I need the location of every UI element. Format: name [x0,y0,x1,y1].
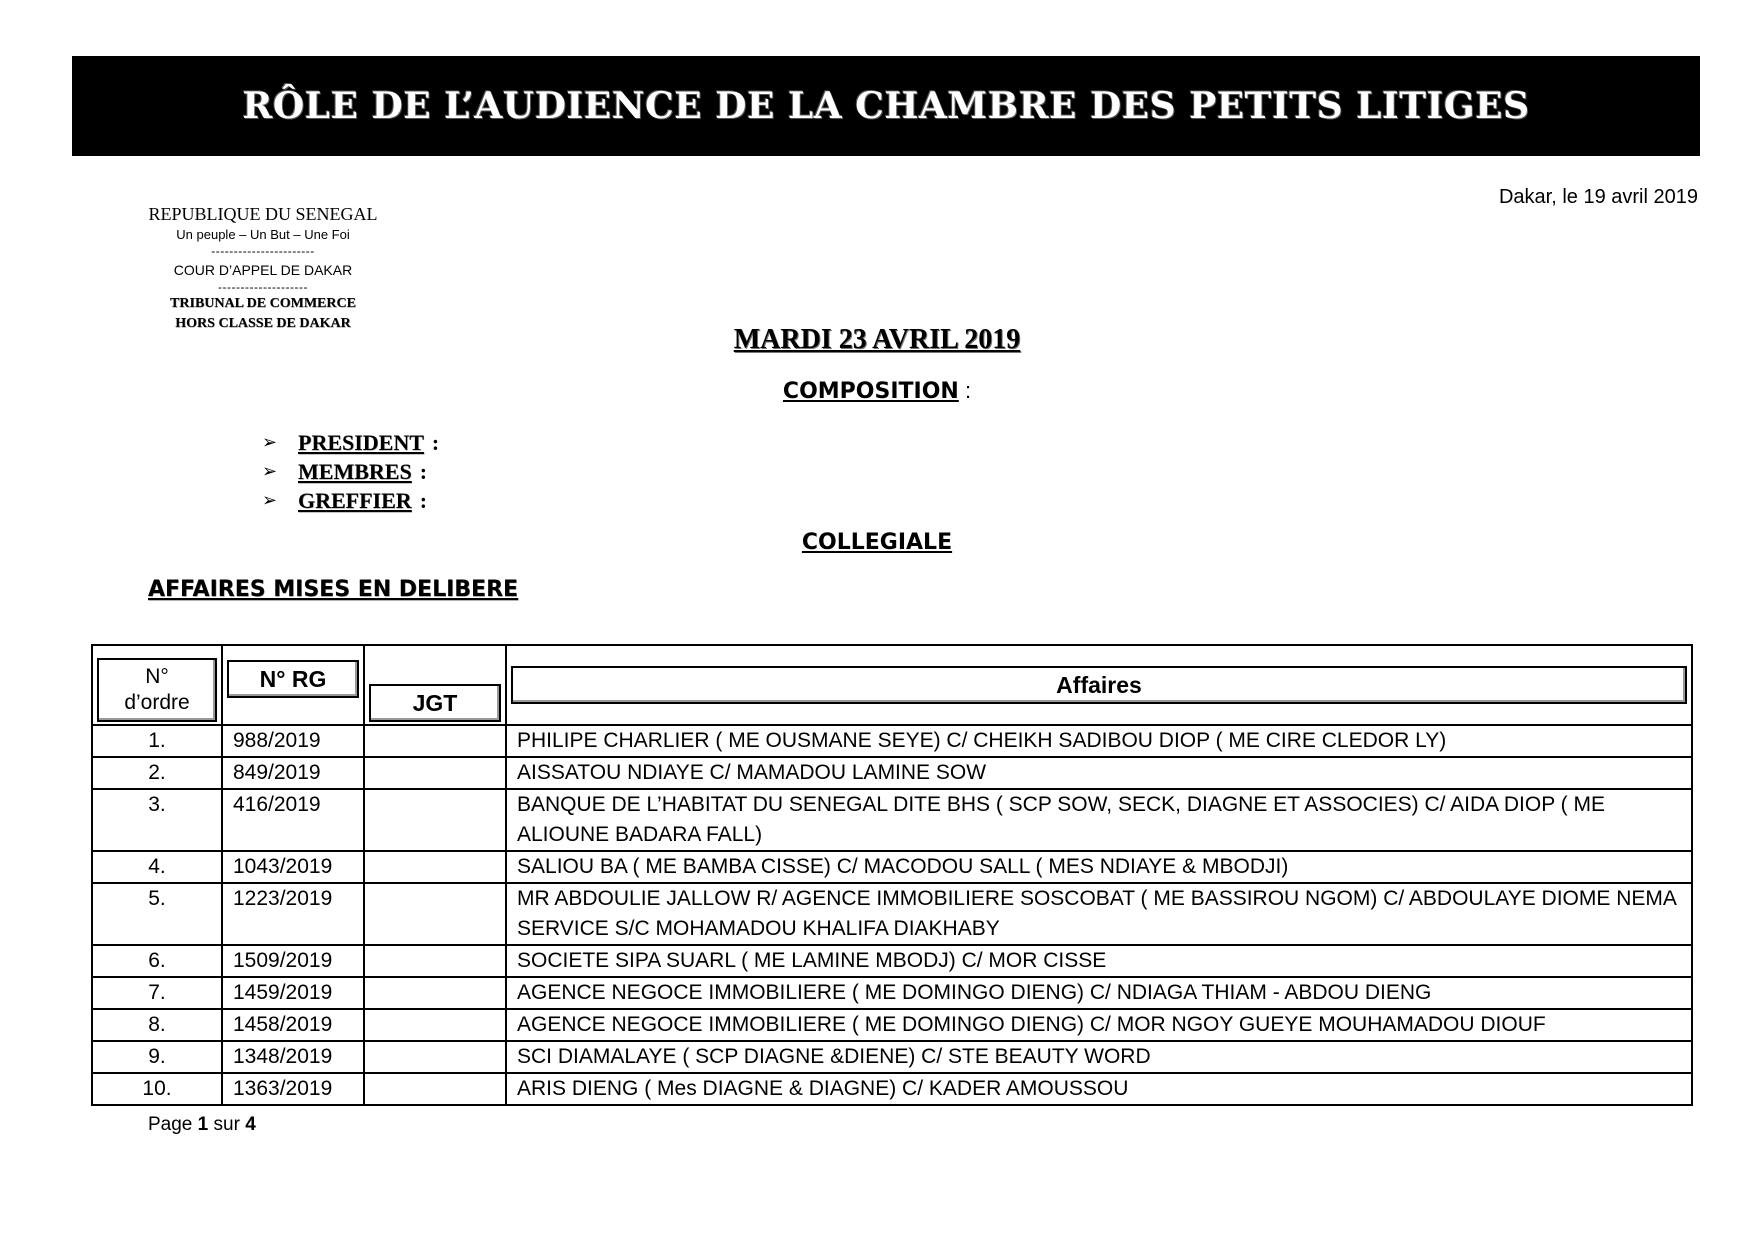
header-jgt-box [369,684,501,722]
tribunal-name-line2: HORS CLASSE DE DAKAR [175,316,351,331]
national-motto: Un peuple – Un But – Une Foi [176,227,350,242]
cell-affaire: SALIOU BA ( ME BAMBA CISSE) C/ MACODOU SALL ( MES NDIAYE & MBODJI) [506,851,1692,883]
cell-affaire: AGENCE NEGOCE IMMOBILIERE ( ME DOMINGO DIENG) C/ NDIAGA THIAM - ABDOU DIENG [506,977,1692,1009]
cell-jgt [364,1041,506,1073]
cell-rg: 1458/2019 [222,1009,364,1041]
cell-affaire: ARIS DIENG ( Mes DIAGNE & DIAGNE) C/ KADER AMOUSSOU [506,1073,1692,1105]
hearing-date [0,324,1754,356]
cell-affaire: AGENCE NEGOCE IMMOBILIERE ( ME DOMINGO DIENG) C/ MOR NGOY GUEYE MOUHAMADOU DIOUF [506,1009,1692,1041]
composition-suffix: : [958,378,972,403]
cell-affaire: PHILIPE CHARLIER ( ME OUSMANE SEYE) C/ CHEIKH SADIBOU DIOP ( ME CIRE CLEDOR LY) [506,725,1692,757]
cell-ordre: 9. [92,1041,222,1073]
cell-affaire: SOCIETE SIPA SUARL ( ME LAMINE MBODJ) C/ MOR CISSE [506,945,1692,977]
institution-header [118,204,408,334]
collegiale-heading: COLLEGIALE [801,530,953,555]
page-number [148,1114,256,1136]
hearing-date-text: MARDI 23 AVRIL 2019 [733,324,1021,355]
cell-ordre: 10. [92,1073,222,1105]
separator: ----------------------- [211,244,315,258]
table-row [92,977,1692,1009]
arrow-bullet-icon: ➢ [262,490,278,511]
cases-table [91,644,1693,1106]
cell-ordre: 6. [92,945,222,977]
court-name: COUR D’APPEL DE DAKAR [173,262,353,278]
header-ordre-box [97,658,217,722]
table-row [92,789,1692,851]
header-affaires-box [511,666,1687,704]
role-label: GREFFIER [298,487,412,513]
republic-name: REPUBLIQUE DU SENEGAL [148,204,378,224]
cell-jgt [364,945,506,977]
role-colon: : [419,487,428,513]
table-row [92,851,1692,883]
cell-affaire: MR ABDOULIE JALLOW R/ AGENCE IMMOBILIERE SOSCOBAT ( ME BASSIROU NGOM) C/ ABDOULAYE DIOME NEMA SERVICE S/C MOHAMADOU KHALIFA DIAKHABY [506,883,1692,945]
page-title: RÔLE DE L’AUDIENCE DE LA CHAMBRE DES PETITS LITIGES [242,85,1530,127]
role-item-greffier [262,486,439,515]
cell-rg: 1509/2019 [222,945,364,977]
arrow-bullet-icon: ➢ [262,432,278,453]
cell-rg: 1348/2019 [222,1041,364,1073]
tribunal-name-line1: TRIBUNAL DE COMMERCE [170,296,356,311]
composition-label: COMPOSITION [782,379,959,404]
cell-rg: 849/2019 [222,757,364,789]
role-item-membres [262,457,439,486]
cell-jgt [364,1009,506,1041]
cell-jgt [364,883,506,945]
table-row [92,945,1692,977]
page-word: Page [148,1114,193,1135]
cell-ordre: 1. [92,725,222,757]
header-ordre-line1: N° [145,665,169,688]
cell-jgt [364,725,506,757]
header-jgt-text: JGT [412,689,458,716]
cell-rg: 1459/2019 [222,977,364,1009]
table-row [92,1073,1692,1105]
table-header-row [92,645,1692,725]
cell-rg: 1043/2019 [222,851,364,883]
header-affaires-text: Affaires [1056,671,1142,698]
page-sur: sur [213,1114,240,1135]
separator: -------------------- [218,280,308,294]
table-row [92,725,1692,757]
page-current: 1 [197,1114,209,1135]
header-ordre-line2: d’ordre [124,691,190,714]
table-row [92,883,1692,945]
role-colon: : [431,429,440,455]
title-banner [72,56,1700,156]
cell-affaire: SCI DIAMALAYE ( SCP DIAGNE &DIENE) C/ STE BEAUTY WORD [506,1041,1692,1073]
cell-ordre: 5. [92,883,222,945]
role-colon: : [419,458,428,484]
cell-rg: 1223/2019 [222,883,364,945]
table-row [92,1009,1692,1041]
table-row [92,1041,1692,1073]
cell-affaire: AISSATOU NDIAYE C/ MAMADOU LAMINE SOW [506,757,1692,789]
cell-ordre: 3. [92,789,222,851]
header-rg-box [227,660,359,698]
dateline: Dakar, le 19 avril 2019 [1498,186,1698,208]
role-item-president [262,428,439,457]
cell-ordre: 7. [92,977,222,1009]
header-ordre [92,645,222,725]
arrow-bullet-icon: ➢ [262,461,278,482]
roles-list [262,428,439,515]
table-row [92,757,1692,789]
header-rg-text: N° RG [259,665,327,692]
page-total: 4 [245,1114,256,1135]
header-rg [222,645,364,725]
cell-jgt [364,757,506,789]
cell-rg: 416/2019 [222,789,364,851]
cell-jgt [364,789,506,851]
cell-affaire: BANQUE DE L’HABITAT DU SENEGAL DITE BHS ( SCP SOW, SECK, DIAGNE ET ASSOCIES) C/ AIDA DIOP ( ME ALIOUNE BADARA FALL) [506,789,1692,851]
role-label: MEMBRES [298,458,412,484]
cell-ordre: 2. [92,757,222,789]
cell-jgt [364,851,506,883]
header-affaires [506,645,1692,725]
cell-jgt [364,977,506,1009]
cell-ordre: 4. [92,851,222,883]
cell-ordre: 8. [92,1009,222,1041]
section-title: AFFAIRES MISES EN DELIBERE [148,577,519,602]
cell-rg: 988/2019 [222,725,364,757]
header-jgt [364,645,506,725]
composition-heading [0,378,1754,404]
role-label: PRESIDENT [298,429,424,455]
cell-jgt [364,1073,506,1105]
cell-rg: 1363/2019 [222,1073,364,1105]
